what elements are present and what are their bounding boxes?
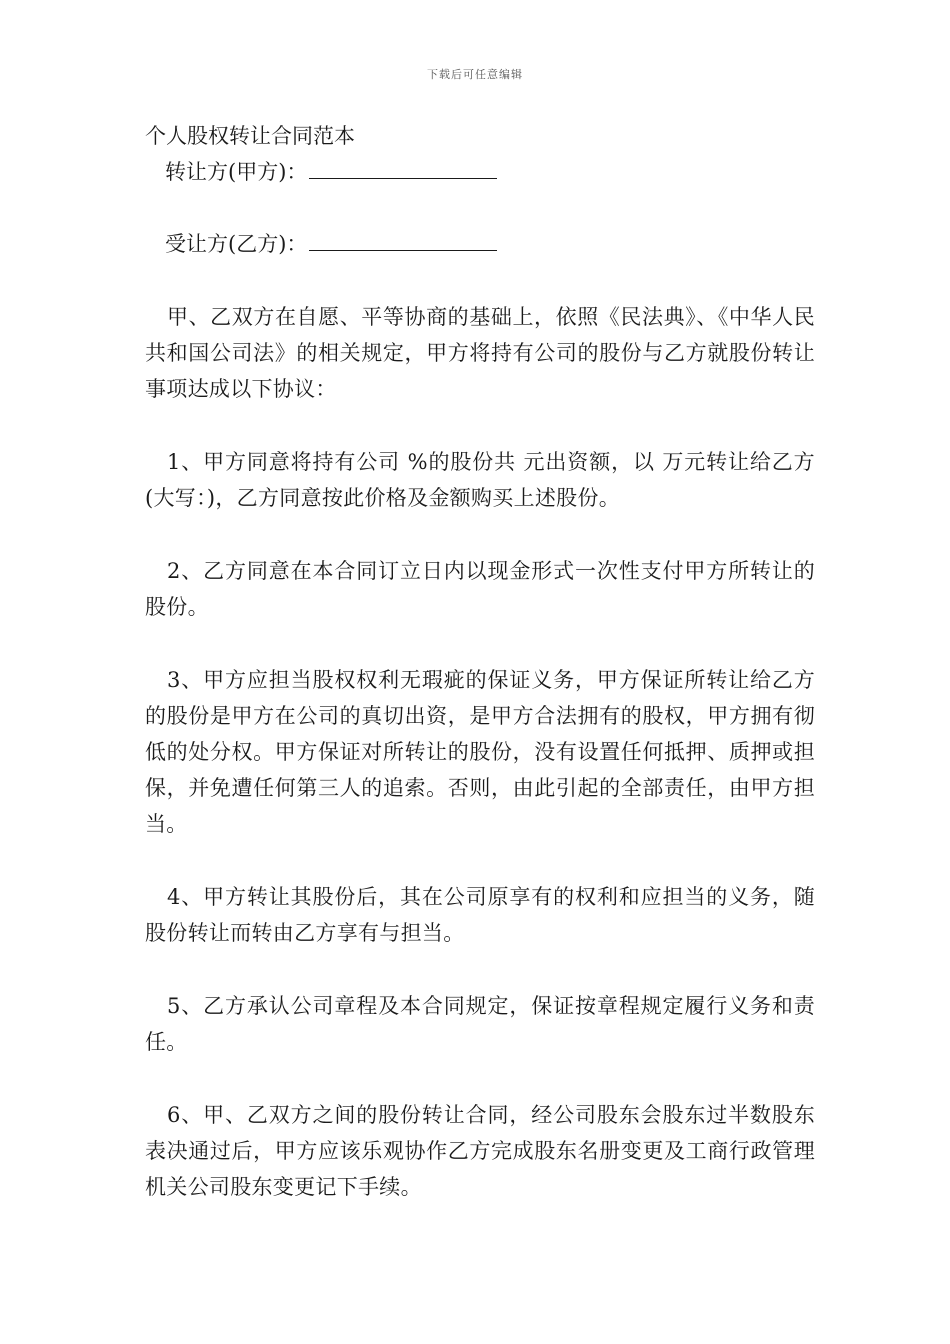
contract-document xyxy=(145,118,815,1205)
document-title: 个人股权转让合同范本 xyxy=(145,124,355,148)
page-header-note: 下载后可任意编辑 xyxy=(427,68,523,81)
transferee-blank-line[interactable] xyxy=(309,230,497,251)
clause-5-paragraph: 5、乙方承认公司章程及本合同规定，保证按章程规定履行义务和责任。 xyxy=(145,994,815,1054)
transferee-field xyxy=(145,226,815,262)
clause-4-paragraph: 4、甲方转让其股份后，其在公司原享有的权利和应担当的义务，随股份转让而转由乙方享有与担当。 xyxy=(145,885,815,945)
transferee-label: 受让方(乙方)： xyxy=(165,232,308,256)
transferor-blank-line[interactable] xyxy=(309,158,497,179)
transferor-label: 转让方(甲方)： xyxy=(165,160,308,184)
preamble-paragraph: 甲、乙双方在自愿、平等协商的基础上，依照《民法典》、《中华人民共和国公司法》的相关规定，甲方将持有公司的股份与乙方就股份转让事项达成以下协议： xyxy=(145,305,815,401)
clause-2-paragraph: 2、乙方同意在本合同订立日内以现金形式一次性支付甲方所转让的股份。 xyxy=(145,559,815,619)
clause-1-paragraph: 1、甲方同意将持有公司 %的股份共 元出资额，以 万元转让给乙方(大写：)，乙方同意按此价格及金额购买上述股份。 xyxy=(145,450,815,510)
clause-6-paragraph: 6、甲、乙双方之间的股份转让合同，经公司股东会股东过半数股东表决通过后，甲方应该乐观协作乙方完成股东名册变更及工商行政管理机关公司股东变更记下手续。 xyxy=(145,1103,815,1199)
transferor-field xyxy=(145,154,815,190)
clause-3-paragraph: 3、甲方应担当股权权利无瑕疵的保证义务，甲方保证所转让给乙方的股份是甲方在公司的真切出资，是甲方合法拥有的股权，甲方拥有彻低的处分权。甲方保证对所转让的股份，没有设置任何抵押、质押或担保，并免遭任何第三人的追索。否则，由此引起的全部责任，由甲方担当。 xyxy=(145,668,815,836)
